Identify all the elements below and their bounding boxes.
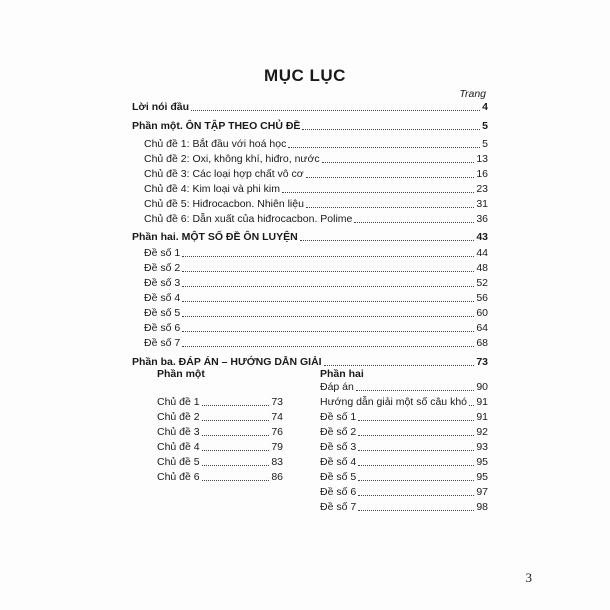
toc-entry (144, 262, 488, 274)
leader-dots (202, 465, 270, 466)
toc-entry-page: 97 (476, 486, 488, 498)
leader-dots (191, 110, 480, 111)
toc-entry-page: 60 (476, 307, 488, 319)
toc-entry-page: 86 (271, 471, 283, 483)
toc-entry-page: 74 (271, 411, 283, 423)
toc-entry (144, 337, 488, 349)
toc-entry-preface (132, 101, 488, 113)
leader-dots (182, 286, 474, 287)
toc-entry (320, 486, 488, 498)
leader-dots (182, 256, 474, 257)
toc-entry-text: Chủ đề 3 (157, 426, 200, 438)
leader-dots (469, 405, 474, 406)
leader-dots (202, 450, 270, 451)
toc-entry-text: Chủ đề 6 (157, 471, 200, 483)
leader-dots (282, 192, 474, 193)
toc-entry (320, 441, 488, 453)
leader-dots (288, 147, 480, 148)
toc-entry (320, 426, 488, 438)
toc-entry (157, 411, 283, 423)
leader-dots (322, 162, 475, 163)
toc-entry-text: Đề số 5 (144, 307, 181, 319)
toc-heading-page: 43 (476, 231, 488, 243)
toc-heading-page: 73 (476, 356, 488, 368)
leader-dots (182, 346, 474, 347)
toc-entry-text: Đề số 4 (320, 456, 357, 468)
toc-entry-text: Đề số 2 (320, 426, 357, 438)
toc-entry (144, 247, 488, 259)
toc-entry-page: 52 (476, 277, 488, 289)
toc-entry-page: 44 (476, 247, 488, 259)
leader-dots (306, 177, 475, 178)
toc-entry-text: Đề số 7 (320, 501, 357, 513)
toc-entry (144, 213, 488, 225)
page-title: MỤC LỤC (264, 66, 346, 85)
toc-entry-page: 56 (476, 292, 488, 304)
toc-entry-text: Đề số 6 (320, 486, 357, 498)
leader-dots (354, 222, 474, 223)
toc-entry-page: 90 (476, 381, 488, 393)
toc-entry-page: 83 (271, 456, 283, 468)
toc-heading-text: Phần ba. ĐÁP ÁN – HƯỚNG DẪN GIẢI (132, 356, 322, 368)
leader-dots (202, 420, 270, 421)
leader-dots (202, 405, 270, 406)
toc-entry (320, 456, 488, 468)
toc-entry (157, 396, 283, 408)
toc-heading-page: 5 (482, 120, 488, 132)
toc-entry (144, 292, 488, 304)
toc-heading-part3 (132, 356, 488, 368)
toc-entry-text: Đề số 1 (144, 247, 181, 259)
leader-dots (358, 450, 474, 451)
toc-entry-text: Chủ đề 4: Kim loại và phi kim (144, 183, 280, 195)
toc-entry-page: 48 (476, 262, 488, 274)
toc-entry (144, 322, 488, 334)
toc-entry-page: 93 (476, 441, 488, 453)
toc-entry-page: 73 (271, 396, 283, 408)
toc-entry-text: Hướng dẫn giải một số câu khó (320, 396, 467, 408)
toc-entry-text: Chủ đề 2 (157, 411, 200, 423)
toc-entry-page: 31 (476, 198, 488, 210)
toc-entry (144, 198, 488, 210)
toc-entry-page: 91 (476, 396, 488, 408)
toc-entry-text: Chủ đề 4 (157, 441, 200, 453)
toc-entry-text: Đề số 3 (320, 441, 357, 453)
toc-entry (157, 471, 283, 483)
toc-entry (144, 168, 488, 180)
leader-dots (358, 495, 474, 496)
toc-entry-text: Đề số 4 (144, 292, 181, 304)
toc-entry-text: Lời nói đầu (132, 101, 190, 113)
page-column-label: Trang (459, 88, 486, 100)
toc-entry-page: 36 (476, 213, 488, 225)
leader-dots (202, 435, 270, 436)
toc-heading-part1 (132, 120, 488, 132)
toc-heading-text: Phần một. ÔN TẬP THEO CHỦ ĐỀ (132, 120, 301, 132)
toc-entry (144, 183, 488, 195)
toc-entry-page: 16 (476, 168, 488, 180)
toc-entry-text: Đáp án (320, 381, 354, 393)
leader-dots (306, 207, 474, 208)
toc-entry-text: Đề số 3 (144, 277, 181, 289)
toc-entry (157, 456, 283, 468)
leader-dots (358, 480, 474, 481)
toc-entry (144, 307, 488, 319)
leader-dots (182, 271, 474, 272)
leader-dots (358, 435, 474, 436)
leader-dots (302, 129, 480, 130)
leader-dots (182, 316, 474, 317)
toc-entry-page: 23 (476, 183, 488, 195)
leader-dots (356, 390, 474, 391)
toc-entry-page: 95 (476, 456, 488, 468)
toc-entry-page: 13 (476, 153, 488, 165)
toc-entry-text: Chủ đề 5: Hiđrocacbon. Nhiên liệu (144, 198, 304, 210)
toc-entry-text: Đề số 2 (144, 262, 181, 274)
toc-entry-page: 76 (271, 426, 283, 438)
toc-entry-page: 68 (476, 337, 488, 349)
toc-entry (320, 501, 488, 513)
toc-subheading-left: Phần một (157, 368, 205, 380)
toc-entry-text: Đề số 1 (320, 411, 357, 423)
toc-entry (144, 277, 488, 289)
toc-entry-text: Đề số 7 (144, 337, 181, 349)
toc-entry-text: Chủ đề 6: Dẫn xuất của hiđrocacbon. Polime (144, 213, 353, 225)
page-number: 3 (525, 570, 532, 585)
leader-dots (182, 301, 474, 302)
toc-entry (144, 138, 488, 150)
toc-entry-page: 79 (271, 441, 283, 453)
toc-entry-text: Chủ đề 3: Các loại hợp chất vô cơ (144, 168, 304, 180)
toc-entry (320, 411, 488, 423)
toc-entry (157, 426, 283, 438)
toc-heading-text: Phần hai. MỘT SỐ ĐỀ ÔN LUYỆN (132, 231, 298, 243)
leader-dots (202, 480, 270, 481)
toc-entry-text: Đề số 5 (320, 471, 357, 483)
leader-dots (182, 331, 474, 332)
toc-entry (320, 381, 488, 393)
leader-dots (324, 365, 475, 366)
toc-entry-page: 5 (482, 138, 488, 150)
toc-entry-page: 98 (476, 501, 488, 513)
toc-entry-page: 4 (482, 101, 488, 113)
leader-dots (358, 465, 474, 466)
toc-entry (157, 441, 283, 453)
leader-dots (358, 420, 474, 421)
toc-entry-text: Chủ đề 1 (157, 396, 200, 408)
toc-subheading-right: Phần hai (320, 368, 364, 380)
toc-heading-part2 (132, 231, 488, 243)
toc-entry-text: Chủ đề 2: Oxi, không khí, hiđro, nước (144, 153, 320, 165)
toc-entry-page: 92 (476, 426, 488, 438)
leader-dots (300, 240, 475, 241)
toc-entry-text: Đề số 6 (144, 322, 181, 334)
toc-entry (320, 396, 488, 408)
leader-dots (358, 510, 474, 511)
toc-entry-page: 64 (476, 322, 488, 334)
toc-entry-page: 95 (476, 471, 488, 483)
toc-entry (320, 471, 488, 483)
toc-entry-text: Chủ đề 5 (157, 456, 200, 468)
toc-entry-page: 91 (476, 411, 488, 423)
toc-entry-text: Chủ đề 1: Bắt đầu với hoá học (144, 138, 287, 150)
toc-entry (144, 153, 488, 165)
